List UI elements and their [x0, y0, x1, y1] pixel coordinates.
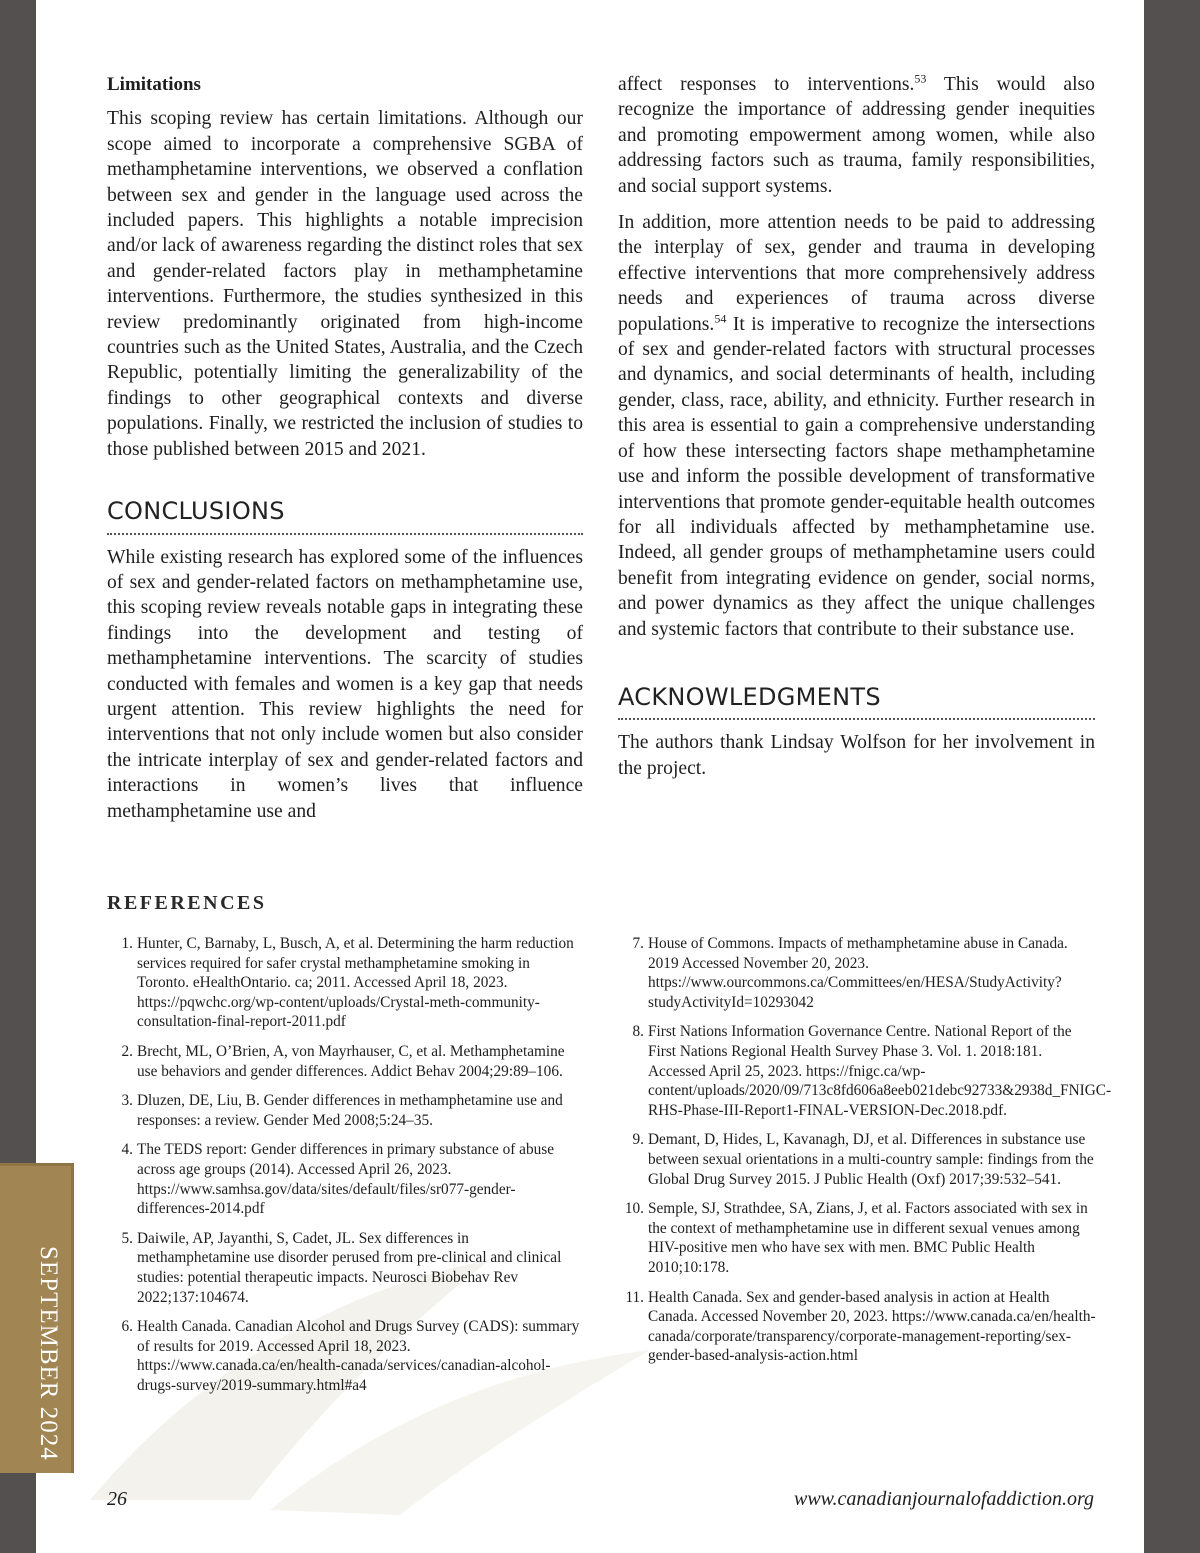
- issue-date-label: SEPTEMBER 2024: [35, 1246, 62, 1461]
- reference-item: 1. Hunter, C, Barnaby, L, Busch, A, et al. Determining the harm reduction services required for safer crystal methamphetamine smoking in Toronto. eHealthOntario. ca; 2011. Accessed April 18, 2023. https://pqwchc.org/wp-content/uploads/Crystal-meth-community-consultation-final-report-2011.pdf: [121, 935, 574, 1031]
- citation-53[interactable]: 53: [914, 71, 927, 86]
- reference-item: 11. Health Canada. Sex and gender-based analysis in action at Health Canada. Accessed November 20, 2023. https://www.canada.ca/en/health-canada/corporate/transparency/corporate-management-reporting/sex-gender-based-analysis-action.html: [625, 1288, 1096, 1365]
- limitations-paragraph: This scoping review has certain limitations. Although our scope aimed to incorporate a comprehensive SGBA of methamphetamine interventions, we observed a conflation between sex and gender in the language used across the included papers. This highlights a notable imprecision and/or lack of awareness regarding the distinct roles that sex and gender-related factors play in methamphetamine interventions. Furthermore, the studies synthesized in this review predominantly originated from high-income countries such as the United States, Australia, and the Czech Republic, potentially limiting the generalizability of the findings to other geographical contexts and diverse populations. Finally, we restricted the inclusion of studies to those published between 2015 and 2021.: [107, 108, 583, 460]
- conclusions-paragraph: While existing research has explored some of the influences of sex and gender-related factors on methamphetamine use, this scoping review reveals notable gaps in integrating these findings into the development and testing of methamphetamine interventions. The scarcity of studies conducted with females and women is a key gap that needs urgent attention. This review highlights the need for interventions that not only include women but also consider the intricate interplay of sex and gender-related factors and interactions in women’s lives that influence methamphetamine use and: [107, 546, 583, 822]
- right-text-column: [618, 72, 1095, 792]
- reference-item: 2. Brecht, ML, O’Brien, A, von Mayrhauser, C, et al. Methamphetamine use behaviors and gender differences. Addict Behav 2004;29:89–106.: [121, 1042, 565, 1080]
- intersections-paragraph: In addition, more attention needs to be paid to addressing the interplay of sex, gender and trauma in developing effective interventions that more comprehensively address needs and experiences of trauma across diverse populations.$^{54}$ It is imperative to recognize the intersections of sex and gender-related factors with structural processes and dynamics, and social determinants of health, including gender, class, race, ability, and ethnicity. Further research in this area is essential to gain a comprehensive understanding of how these intersecting factors shape methamphetamine use and inform the possible development of transformative interventions that promote gender-equitable health outcomes for all individuals affected by methamphetamine use. Indeed, all gender groups of methamphetamine users could benefit from integrating evidence on gender, social norms, and power dynamics as they affect the unique challenges and systemic factors that contribute to their substance use.: [618, 212, 1095, 640]
- reference-item: 8. First Nations Information Governance Centre. National Report of the First Nations Regional Health Survey Phase 3. Vol. 1. 2018:181. Accessed April 25, 2023. https://fnigc.ca/wp-content/uploads/2020/09/713c8fd606a8eeb021debc92733&2938d_FNIGC-RHS-Phase-III-Report1-FINAL-VERSION-Dec.2018.pdf.: [632, 1023, 1112, 1119]
- reference-item: 6. Health Canada. Canadian Alcohol and Drugs Survey (CADS): summary of results for 2019. Accessed April 18, 2023. https://www.canada.ca/en/health-canada/services/canadian-alcohol-drugs-survey/2019-summary.html#a4: [121, 1318, 580, 1394]
- reference-item: 10. Semple, SJ, Strathdee, SA, Zians, J, et al. Factors associated with sex in the context of methamphetamine use in different sexual venues among HIV-positive men who have sex with men. BMC Public Health 2010;10:178.: [624, 1200, 1088, 1276]
- reference-item: 7. House of Commons. Impacts of methamphetamine abuse in Canada. 2019 Accessed November 20, 2023. https://www.ourcommons.ca/Committees/en/HESA/StudyActivity?studyActivityId=10293042: [632, 935, 1068, 1011]
- intervention-paragraph: affect responses to interventions.$^{53}$ This would also recognize the importance of addressing gender inequities and promoting empowerment among women, while also addressing factors such as trauma, family responsibilities, and social support systems.: [618, 71, 1095, 197]
- acknowledgments-heading: ACKNOWLEDGMENTS: [618, 685, 1095, 720]
- page-number: 26: [107, 1488, 127, 1510]
- limitations-heading: Limitations: [107, 74, 201, 95]
- references-list-right: [618, 934, 1112, 1376]
- conclusions-heading: CONCLUSIONS: [107, 499, 583, 534]
- left-text-column: [107, 72, 583, 835]
- reference-item: 3. Dluzen, DE, Liu, B. Gender differences in methamphetamine use and responses: a review. Gender Med 2008;5:24–35.: [121, 1092, 563, 1129]
- reference-item: 5. Daiwile, AP, Jayanthi, S, Cadet, JL. Sex differences in methamphetamine use disorder perused from pre-clinical and clinical studies: potential therapeutic impacts. Neurosci Biobehav Rev 2022;137:104674.: [121, 1229, 562, 1306]
- reference-item: 4. The TEDS report: Gender differences in primary substance of abuse across age groups (2014). Accessed April 26, 2023. https://www.samhsa.gov/data/sites/default/files/sr077-gender-differences-2014.pdf: [121, 1141, 554, 1218]
- journal-url[interactable]: www.canadianjournalofaddiction.org: [793, 1488, 1094, 1510]
- references-heading: REFERENCES: [107, 892, 267, 914]
- right-margin-bar: [1144, 0, 1200, 1553]
- references-list-left: [107, 934, 585, 1405]
- acknowledgments-paragraph: The authors thank Lindsay Wolfson for her involvement in the project.: [618, 732, 1095, 779]
- citation-54[interactable]: 54: [714, 311, 727, 326]
- reference-item: 9. Demant, D, Hides, L, Kavanagh, DJ, et al. Differences in substance use between sexual orientations in a multi-country sample: findings from the Global Drug Survey 2015. J Public Health (Oxf) 2017;39:532–541.: [632, 1131, 1094, 1188]
